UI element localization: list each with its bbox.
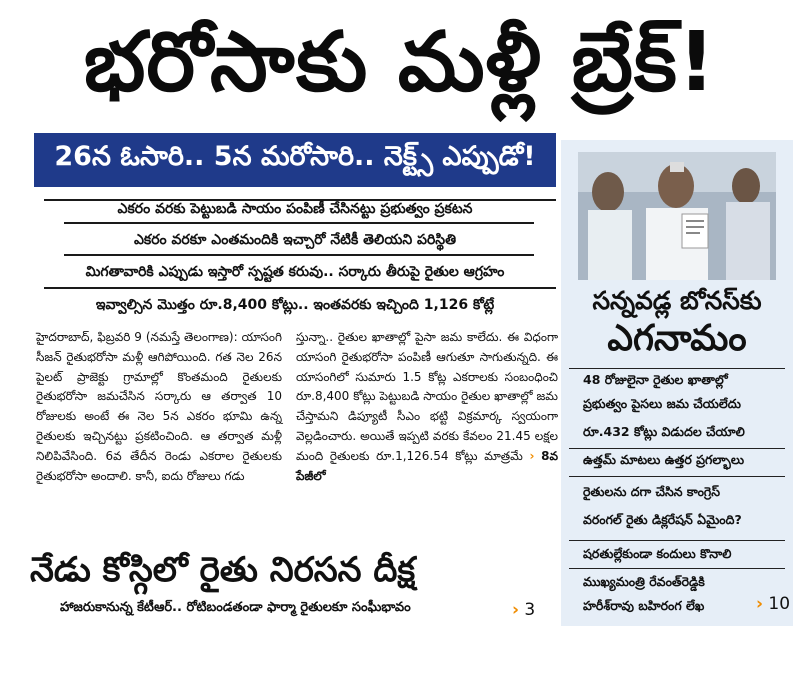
subpoint-4: ఇవ్వాల్సిన మొత్తం రూ.8,400 కోట్లు.. ఇంతవరకు ఇచ్చింది 1,126 కోట్లే (95, 297, 495, 313)
divider (569, 540, 785, 541)
sidebar-item: రూ.432 కోట్లు విడుదల చేయాలి (583, 424, 745, 439)
story2-headline: నేడు కోస్గిలో రైతు నిరసన దీక్ష (30, 550, 416, 590)
sidebar-page-number: 10 (768, 594, 791, 614)
main-headline: భరోసాకు మళ్లీ బ్రేక్! (83, 15, 717, 110)
sidebar-title-line2: ఎగనామం (607, 318, 747, 359)
sidebar-item: ముఖ్యమంత్రి రేవంత్‌రెడ్డికి (583, 574, 705, 589)
story2-subline: హాజరుకానున్న కేటీఆర్.. రోటిబండతండా ఫార్మా రైతులకూ సంఘీభావం (60, 600, 411, 615)
article-continued[interactable]: 8వ పేజీలో (296, 448, 558, 483)
subpoint-1: ఎకరం వరకు పెట్టుబడి సాయం పంపిణీ చేసినట్టు ప్రభుత్వం ప్రకటన (117, 201, 473, 217)
page-arrow-icon: › (512, 600, 520, 620)
divider (64, 254, 534, 256)
sidebar-item: హరీశ్‌రావు బహిరంగ లేఖ (583, 598, 705, 613)
divider (569, 568, 785, 569)
sidebar-title-line1: సన్నవడ్ల బోనస్‌కు (592, 286, 762, 315)
divider (64, 222, 534, 224)
article-col2-text: స్తున్నా.. రైతుల ఖాతాల్లో పైసా జమ కాలేదు. ఈ విధంగా యాసంగి రైతుభరోసా పంపిణీ ఆగుతూ సాగుతున్నది. ఈ యాసంగిలో సుమారు 1.5 కోట్ల ఎకరాలకు సంబంధించి రూ.8,400 కోట్లు పెట్టుబడి సాయం రైతుల ఖాతాల్లో జమ చేస్తామని డిప్యూటీ సీఎం భట్టి విక్రమార్క స్వయంగా వెల్లడించారు. అయితే ఇప్పటి వరకు కేవలం 21.45 లక్షల మంది రైతులకు రూ.1,126.54 కోట్లు మాత్రమే (296, 330, 558, 463)
continued-arrow-icon: › (529, 448, 535, 463)
article-col1-text: యాసంగి సీజన్ రైతుభరోసా మళ్లీ ఆగిపోయింది. గత నెల 26న పైలట్ ప్రాజెక్టు గ్రామాల్లో కొంతమంది రైతులకు రైతుభరోసా జమచేసిన సర్కారు ఆ తర్వాత 10 రోజులకు అంటే ఈ నెల 5న ఎకరం భూమి ఉన్న రైతులకు ఇచ్చినట్టు ప్రకటించింది. ఆ తర్వాత మళ్లీ నిలిపివేసింది. 6వ తేదీన రెండు ఎకరాల రైతులకు రైతుభరోసా అందాలి. కానీ, ఐదు రోజులు గడు (36, 330, 282, 483)
sidebar-photo (578, 152, 776, 280)
sidebar-page-ref[interactable] (756, 594, 790, 614)
story2-page-ref[interactable] (512, 600, 535, 620)
sidebar-item: షరతుల్లేకుండా కందులు కొనాలి (583, 546, 732, 561)
page-arrow-icon: › (756, 594, 764, 614)
sidebar-item: ప్రభుత్వం పైసలు జమ చేయలేదు (583, 396, 741, 411)
subpoint-2: ఎకరం వరకూ ఎంతమందికి ఇచ్చారో నేటికీ తెలియని పరిస్థితి (133, 232, 457, 248)
sidebar-item: రైతులను దగా చేసిన కాంగ్రెస్ (583, 484, 720, 499)
story2-page-number: 3 (524, 600, 536, 620)
sidebar-item: వరంగల్ రైతు డిక్లరేషన్ ఏమైంది? (583, 512, 742, 527)
subpoint-3: మిగతావారికి ఎప్పుడు ఇస్తారో స్పష్టత కరువు.. సర్కారు తీరుపై రైతుల ఆగ్రహం (85, 264, 505, 280)
subheadline-text: 26న ఓసారి.. 5న మరోసారి.. నెక్ట్స్ ఎప్పుడో! (54, 141, 536, 172)
divider (569, 448, 785, 449)
article-column-2 (296, 328, 558, 486)
sidebar-item: ఉత్తమ్ మాటలు ఉత్తర ప్రగల్భాలు (583, 452, 745, 467)
divider (569, 476, 785, 477)
sidebar-item: 48 రోజులైనా రైతుల ఖాతాల్లో (583, 372, 728, 387)
divider (44, 287, 556, 289)
divider (569, 368, 785, 369)
article-dateline: హైదరాబాద్, ఫిబ్రవరి 9 (నమస్తే తెలంగాణ): (36, 330, 238, 344)
subheadline-bar (34, 133, 556, 187)
article-column-1 (36, 328, 282, 486)
